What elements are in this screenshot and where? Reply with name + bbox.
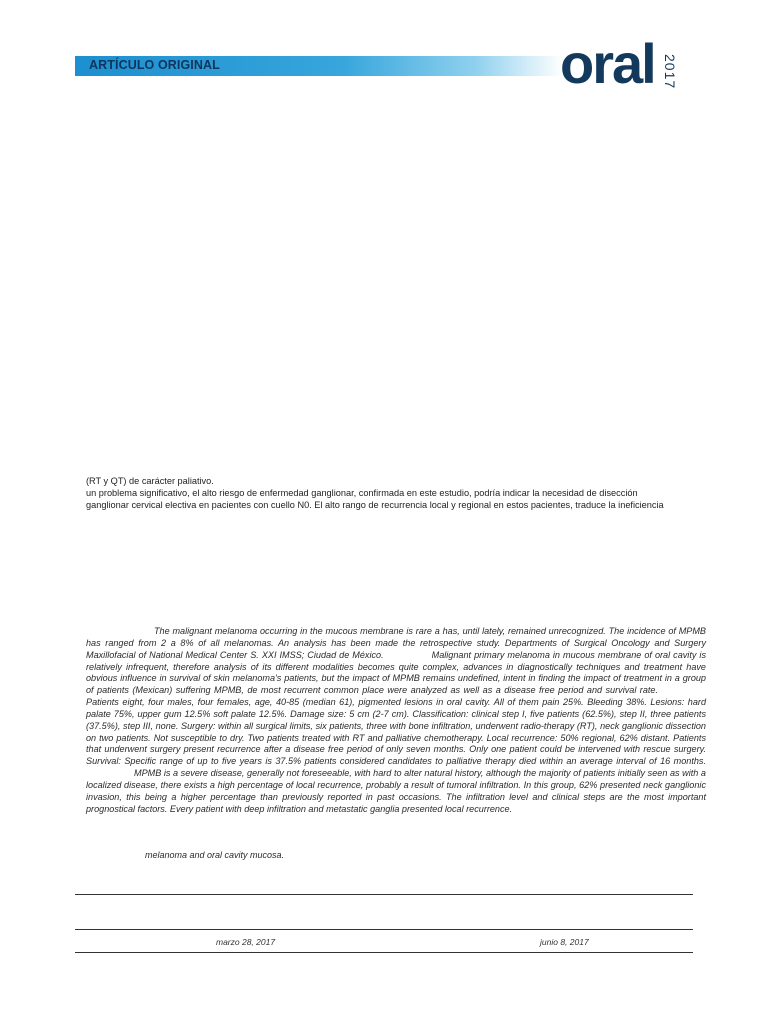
logo-year: 2017 (662, 54, 678, 90)
abstract-intro: The malignant melanoma occurring in the mucous membrane is rare a has, until lately, remained unrecognized. The incidence of MPMB has ranged from 2 a 8% of all melanomas. An analysis has been made the retrospective study. Departments of Surgical Oncology and Surgery Maxillofacial of National Medical Center S. XXI IMSS; Ciudad de México. (86, 626, 706, 660)
divider-bottom (75, 952, 693, 953)
spanish-fragment-2: un problema significativo, el alto riesgo de enfermedad ganglionar, confirmada en este estudio, podría indicar la necesidad de disección (86, 488, 638, 498)
abstract-objective: Malignant primary melanoma in mucous membrane of oral cavity is relatively infrequent, therefore analysis of its different modalities becomes quite complex, advances in diagnostically techniques and treatment have obvious influence in survival of skin melanoma's patients, but the impact of MPMB remains undefined, intent in finding the impact of treatment in a group of patients (Mexican) suffering MPMB, de most recurrent common place were analyzed as well as a disease free period and survival rate. (86, 649, 706, 696)
spanish-fragment-1: (RT y QT) de carácter paliativo. (86, 476, 214, 486)
spanish-fragment-3: ganglionar cervical electiva en pacientes con cuello N0. El alto rango de recurrencia local y regional en estos pacientes, traduce la ineficiencia (86, 500, 664, 510)
abstract-results: Patients eight, four males, four females, age, 40-85 (median 61), pigmented lesions in oral cavity. All of them pain 25%. Bleeding 38%. Lesions: hard palate 75%, upper gum 12.5% soft palate 12.5%. Damage size: 5 cm (2-7 cm). Classification: clinical step I, five patients (62.5%), step II, three patients (37.5%), step III, none. Surgery: within all surgical limits, six patients, three with bone infiltration, underwent radio-therapy (RT), neck ganglionic dissection on two patients. Not susceptible to dry. Two patients treated with RT and palliative chemotherapy. Local recurrence: 50% regional, 62% distant. Patients that underwent surgery present recurrence after a disease free period of only seven months. Only one patient could be intervened with rescue surgery. Survival: Specific range of up to five years is 37.5% patients considered candidates to palliative therapy died within an average interval of 16 months. (86, 697, 706, 767)
journal-logo (560, 32, 700, 102)
keywords: melanoma and oral cavity mucosa. (145, 850, 285, 860)
logo-wordmark: oral (560, 32, 655, 95)
english-abstract (86, 626, 706, 816)
divider-middle (75, 929, 693, 930)
section-label: ARTÍCULO ORIGINAL (89, 58, 220, 72)
received-date: marzo 28, 2017 (216, 937, 276, 947)
divider-top (75, 894, 693, 895)
abstract-conclusions: MPMB is a severe disease, generally not foreseeable, with hard to alter natural history, although the majority of patients initially seen as with a localized disease, there exists a high percentage of local recurrence, probably a result of tumoral infiltration. In this group, 62% presented neck ganglionic invasion, this being a higher percentage than previously reported in past occasions. The infiltration level and clinical steps are the most important prognostical factors. Every patient with deep infiltration and metastatic ganglia presented local recurrence. (86, 768, 706, 814)
accepted-date: junio 8, 2017 (540, 937, 589, 947)
section-header-band (75, 56, 563, 76)
